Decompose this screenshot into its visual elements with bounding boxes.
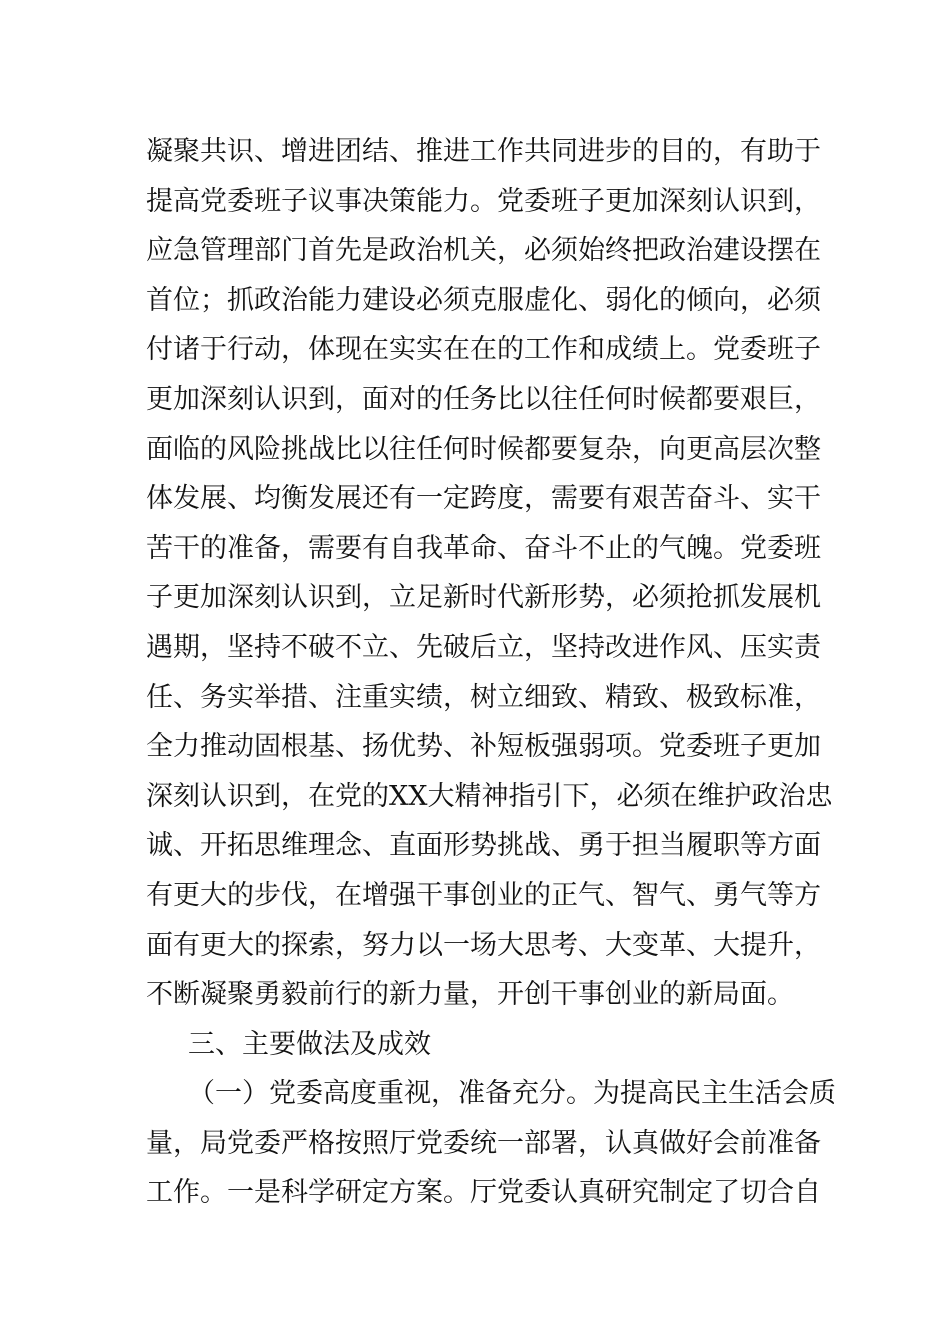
text-line: 不断凝聚勇毅前行的新力量，开创干事创业的新局面。 bbox=[146, 979, 794, 1011]
text-line: 应急管理部门首先是政治机关，必须始终把政治建设摆在 bbox=[146, 235, 821, 267]
text-line: 提高党委班子议事决策能力。党委班子更加深刻认识到， bbox=[146, 185, 821, 217]
section-heading: 三、主要做法及成效 bbox=[188, 1028, 431, 1060]
text-line: 首位；抓政治能力建设必须克服虚化、弱化的倾向，必须 bbox=[146, 284, 821, 316]
text-line: 更加深刻认识到，面对的任务比以往任何时候都要艰巨， bbox=[146, 383, 821, 415]
text-line: 付诸于行动，体现在实实在在的工作和成绩上。党委班子 bbox=[146, 334, 821, 366]
text-line: 凝聚共识、增进团结、推进工作共同进步的目的，有助于 bbox=[146, 136, 821, 167]
text-line: 苦干的准备，需要有自我革命、奋斗不止的气魄。党委班 bbox=[146, 532, 821, 564]
text-line: 任、务实举措、注重实绩，树立细致、精致、极致标准， bbox=[146, 681, 821, 713]
text-line: 体发展、均衡发展还有一定跨度，需要有艰苦奋斗、实干 bbox=[146, 483, 821, 515]
paragraph-first-line: （一）党委高度重视，准备充分。为提高民主生活会质 bbox=[188, 1078, 836, 1110]
text-line: 面有更大的探索，努力以一场大思考、大变革、大提升， bbox=[146, 929, 821, 961]
text-line: 量，局党委严格按照厅党委统一部署，认真做好会前准备 bbox=[146, 1127, 821, 1159]
text-line: 遇期，坚持不破不立、先破后立，坚持改进作风、压实责 bbox=[146, 631, 821, 663]
document-body bbox=[146, 127, 836, 1218]
text-line: 诚、开拓思维理念、直面形势挑战、勇于担当履职等方面 bbox=[146, 830, 821, 862]
text-line: 工作。一是科学研定方案。厅党委认真研究制定了切合自 bbox=[146, 1177, 821, 1209]
text-line: 深刻认识到，在党的XX大精神指引下，必须在维护政治忠 bbox=[146, 780, 833, 812]
text-line: 面临的风险挑战比以往任何时候都要复杂，向更高层次整 bbox=[146, 433, 821, 465]
text-line: 全力推动固根基、扬优势、补短板强弱项。党委班子更加 bbox=[146, 731, 821, 763]
text-line: 子更加深刻认识到，立足新时代新形势，必须抢抓发展机 bbox=[146, 582, 821, 614]
text-line: 有更大的步伐，在增强干事创业的正气、智气、勇气等方 bbox=[146, 879, 821, 911]
